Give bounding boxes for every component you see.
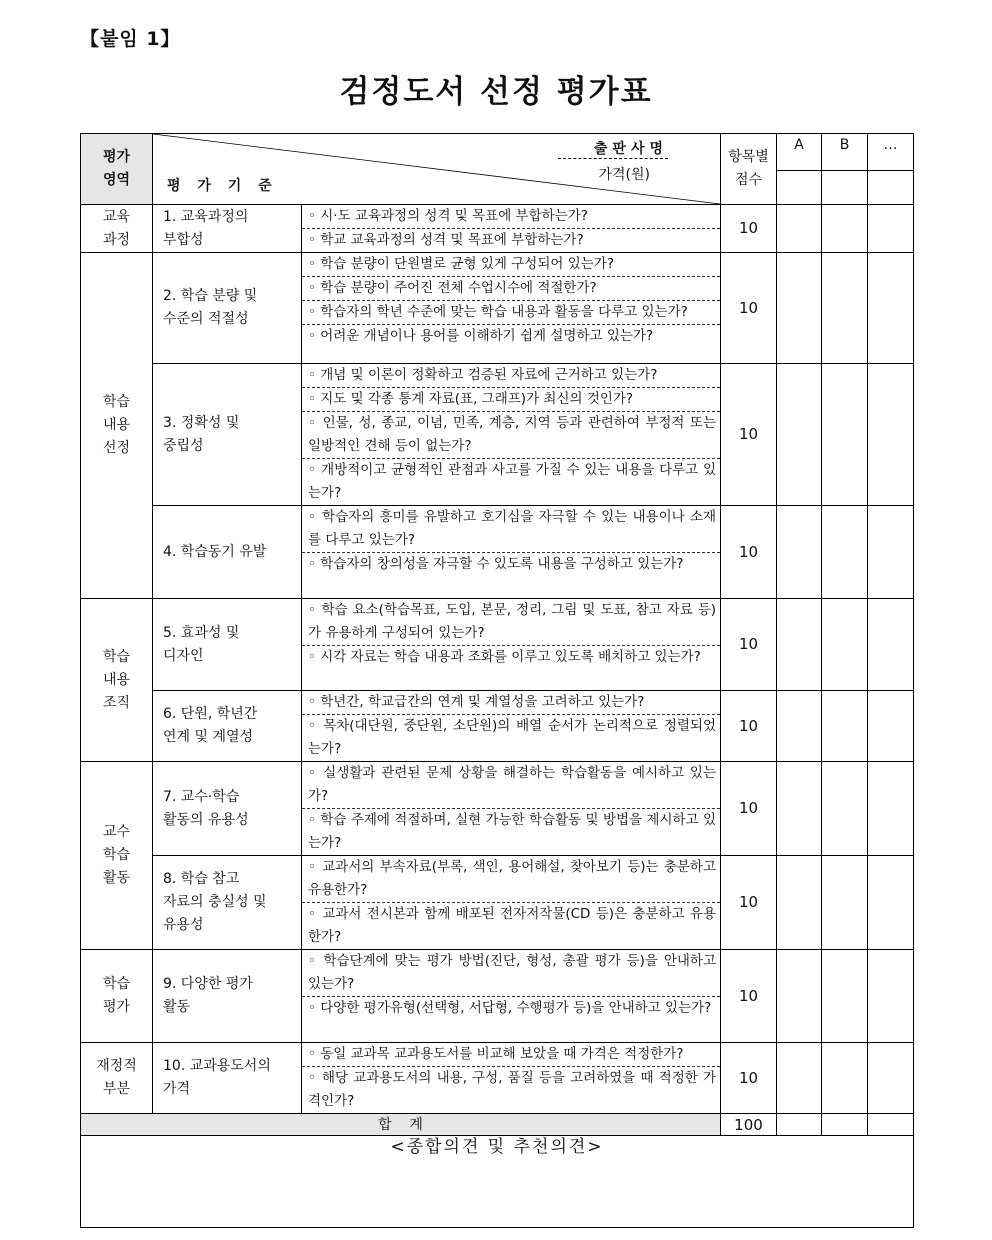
header-price: 가격(원) [598, 167, 650, 183]
criterion-label [153, 253, 302, 364]
item-score: 10 [721, 364, 777, 506]
header-diagonal-cell [153, 134, 721, 205]
question-item: ◦ 학습 분량이 단원별로 균형 있게 구성되어 있는가? [308, 256, 614, 272]
score-b-cell[interactable] [822, 950, 868, 1043]
header-col-a: A [777, 134, 822, 171]
criterion-label [153, 950, 302, 1043]
score-a-cell[interactable] [777, 205, 822, 253]
item-score: 10 [721, 856, 777, 950]
criterion-label-text: 2. 학습 분량 및 수준의 적절성 [163, 288, 258, 327]
question-cell [302, 364, 721, 506]
item-score: 10 [721, 691, 777, 762]
question-item: ◦ 어려운 개념이나 용어를 이해하기 쉽게 설명하고 있는가? [302, 324, 720, 348]
score-b-cell[interactable] [822, 506, 868, 599]
score-b-cell[interactable] [822, 599, 868, 691]
area-cell [81, 599, 153, 762]
question-item: ◦ 개념 및 이론이 정확하고 검증된 자료에 근거하고 있는가? [308, 367, 658, 383]
score-a-cell[interactable] [777, 364, 822, 506]
score-a-cell[interactable] [777, 856, 822, 950]
score-b-cell[interactable] [822, 364, 868, 506]
question-item: ◦ 학습자의 흥미를 유발하고 호기심을 자극할 수 있는 내용이나 소재를 다루고 있는가? [308, 509, 716, 548]
criterion-label-text: 3. 정확성 및 중립성 [163, 414, 240, 454]
total-row [81, 1114, 914, 1136]
score-a-cell[interactable] [777, 762, 822, 856]
score-b-cell[interactable] [822, 691, 868, 762]
question-cell [302, 691, 721, 762]
total-more-cell[interactable] [868, 1114, 914, 1136]
question-cell [302, 1043, 721, 1114]
question-item: ◦ 교과서 전시본과 함께 배포된 전자저작물(CD 등)은 충분하고 유용한가? [302, 902, 720, 949]
score-a-cell[interactable] [777, 950, 822, 1043]
score-more-cell[interactable] [868, 691, 914, 762]
question-cell [302, 856, 721, 950]
header-col-b: B [822, 134, 868, 171]
criterion-label-text: 6. 단원, 학년간 연계 및 계열성 [163, 706, 258, 745]
score-more-cell[interactable] [868, 253, 914, 364]
question-item: ◦ 지도 및 각종 통계 자료(표, 그래프)가 최신의 것인가? [302, 387, 720, 411]
attachment-label: 【붙임 1】 [80, 28, 181, 50]
total-label: 합 계 [81, 1114, 721, 1136]
score-a-cell[interactable] [777, 253, 822, 364]
score-a-cell[interactable] [777, 1043, 822, 1114]
score-b-cell[interactable] [822, 205, 868, 253]
price-b-cell[interactable] [822, 171, 868, 205]
criterion-label-text: 9. 다양한 평가 활동 [163, 976, 253, 1015]
total-score: 100 [721, 1114, 777, 1136]
evaluation-table [80, 133, 914, 1228]
area-cell [81, 205, 153, 253]
item-score: 10 [721, 599, 777, 691]
header-item-score [721, 134, 777, 205]
criterion-label [153, 506, 302, 599]
question-cell [302, 205, 721, 253]
score-more-cell[interactable] [868, 205, 914, 253]
criterion-label-text: 5. 효과성 및 디자인 [163, 624, 240, 664]
area-cell [81, 762, 153, 950]
table-row [81, 364, 914, 506]
opinion-area[interactable] [81, 1136, 914, 1228]
area-cell [81, 253, 153, 599]
question-item: ◦ 인물, 성, 종교, 이념, 민족, 계층, 지역 등과 관련하여 부정적 또는 일방적인 견해 등이 없는가? [302, 411, 720, 458]
score-b-cell[interactable] [822, 253, 868, 364]
question-item: ◦ 학습자의 창의성을 자극할 수 있도록 내용을 구성하고 있는가? [302, 552, 720, 576]
area-label: 재정적 부분 [96, 1058, 137, 1097]
table-row [81, 253, 914, 364]
score-b-cell[interactable] [822, 762, 868, 856]
question-item: ◦ 학습단계에 맞는 평가 방법(진단, 형성, 총괄 평가 등)을 안내하고 있는가? [308, 953, 716, 992]
question-item: ◦ 시각 자료는 학습 내용과 조화를 이루고 있도록 배치하고 있는가? [302, 645, 720, 669]
total-a-cell[interactable] [777, 1114, 822, 1136]
question-cell [302, 506, 721, 599]
criterion-label [153, 599, 302, 691]
area-cell [81, 1043, 153, 1114]
criterion-label [153, 856, 302, 950]
page-title: 검정도서 선정 평가표 [339, 74, 653, 110]
area-label: 학습 내용 조직 [102, 648, 131, 711]
table-row [81, 762, 914, 856]
score-a-cell[interactable] [777, 506, 822, 599]
question-item: ◦ 학습자의 학년 수준에 맞는 학습 내용과 활동을 다루고 있는가? [302, 300, 720, 324]
score-a-cell[interactable] [777, 599, 822, 691]
question-item: ◦ 시·도 교육과정의 성격 및 목표에 부합하는가? [308, 208, 588, 224]
area-label: 교육 과정 [102, 208, 131, 248]
criterion-label [153, 762, 302, 856]
question-item: ◦ 교과서의 부속자료(부록, 색인, 용어해설, 찾아보기 등)는 충분하고 유용한가? [308, 859, 716, 898]
question-item: ◦ 다양한 평가유형(선택형, 서답형, 수행평가 등)을 안내하고 있는가? [302, 996, 720, 1020]
criterion-label [153, 691, 302, 762]
opinion-label: <종합의견 및 추천의견> [390, 1137, 604, 1157]
area-label: 교수 학습 활동 [102, 824, 131, 886]
header-area [81, 134, 153, 205]
table-row [81, 599, 914, 691]
criterion-label-text: 10. 교과용도서의 가격 [163, 1058, 271, 1097]
question-cell [302, 599, 721, 691]
score-more-cell[interactable] [868, 856, 914, 950]
table-row [81, 691, 914, 762]
table-row [81, 205, 914, 253]
question-cell [302, 762, 721, 856]
area-label: 학습 평가 [102, 976, 131, 1015]
header-publisher: 출판사명 [593, 141, 668, 157]
item-score: 10 [721, 762, 777, 856]
score-a-cell[interactable] [777, 691, 822, 762]
criterion-label [153, 1043, 302, 1114]
item-score: 10 [721, 1043, 777, 1114]
area-label: 학습 내용 선정 [102, 394, 131, 456]
question-item: ◦ 목차(대단원, 중단원, 소단원)의 배열 순서가 논리적으로 정렬되었는가? [302, 714, 720, 761]
score-more-cell[interactable] [868, 1043, 914, 1114]
score-b-cell[interactable] [822, 1043, 868, 1114]
total-b-cell[interactable] [822, 1114, 868, 1136]
criterion-label-text: 1. 교육과정의 부합성 [163, 208, 249, 248]
table-row [81, 950, 914, 1043]
criterion-label [153, 205, 302, 253]
publisher-divider [558, 158, 668, 159]
item-score: 10 [721, 205, 777, 253]
criterion-label [153, 364, 302, 506]
table-row [81, 1043, 914, 1114]
header-col-more: … [868, 134, 914, 171]
item-score: 10 [721, 506, 777, 599]
question-item: ◦ 학년간, 학교급간의 연계 및 계열성을 고려하고 있는가? [308, 694, 645, 710]
table-row [81, 506, 914, 599]
criterion-label-text: 7. 교수·학습 활동의 유용성 [163, 788, 249, 828]
score-more-cell[interactable] [868, 762, 914, 856]
item-score: 10 [721, 253, 777, 364]
price-a-cell[interactable] [777, 171, 822, 205]
question-item: ◦ 학습 분량이 주어진 전체 수업시수에 적절한가? [302, 276, 720, 300]
question-item: ◦ 동일 교과목 교과용도서를 비교해 보았을 때 가격은 적정한가? [308, 1046, 684, 1062]
header-item-score-label: 항목별 점수 [728, 149, 769, 188]
criterion-label-text: 4. 학습동기 유발 [163, 543, 267, 560]
score-b-cell[interactable] [822, 856, 868, 950]
question-cell [302, 950, 721, 1043]
opinion-row [81, 1136, 914, 1228]
question-item: ◦ 학습 주제에 적절하며, 실현 가능한 학습활동 및 방법을 제시하고 있는가? [302, 808, 720, 855]
price-more-cell[interactable] [868, 171, 914, 205]
question-cell [302, 253, 721, 364]
item-score: 10 [721, 950, 777, 1043]
criterion-label-text: 8. 학습 참고 자료의 충실성 및 유용성 [163, 871, 267, 933]
question-item: ◦ 학교 교육과정의 성격 및 목표에 부합하는가? [302, 228, 720, 252]
table-row [81, 856, 914, 950]
area-cell [81, 950, 153, 1043]
header-area-label: 평가 영역 [102, 149, 131, 188]
header-criteria: 평 가 기 준 [167, 178, 278, 194]
question-item: ◦ 실생활과 관련된 문제 상황을 해결하는 학습활동을 예시하고 있는가? [308, 765, 716, 804]
score-more-cell[interactable] [868, 599, 914, 691]
question-item: ◦ 해당 교과용도서의 내용, 구성, 품질 등을 고려하였을 때 적정한 가격인가? [302, 1066, 720, 1113]
score-more-cell[interactable] [868, 364, 914, 506]
question-item: ◦ 개방적이고 균형적인 관점과 사고를 가질 수 있는 내용을 다루고 있는가? [302, 458, 720, 505]
question-item: ◦ 학습 요소(학습목표, 도입, 본문, 정리, 그림 및 도표, 참고 자료 등)가 유용하게 구성되어 있는가? [308, 602, 716, 641]
score-more-cell[interactable] [868, 950, 914, 1043]
score-more-cell[interactable] [868, 506, 914, 599]
